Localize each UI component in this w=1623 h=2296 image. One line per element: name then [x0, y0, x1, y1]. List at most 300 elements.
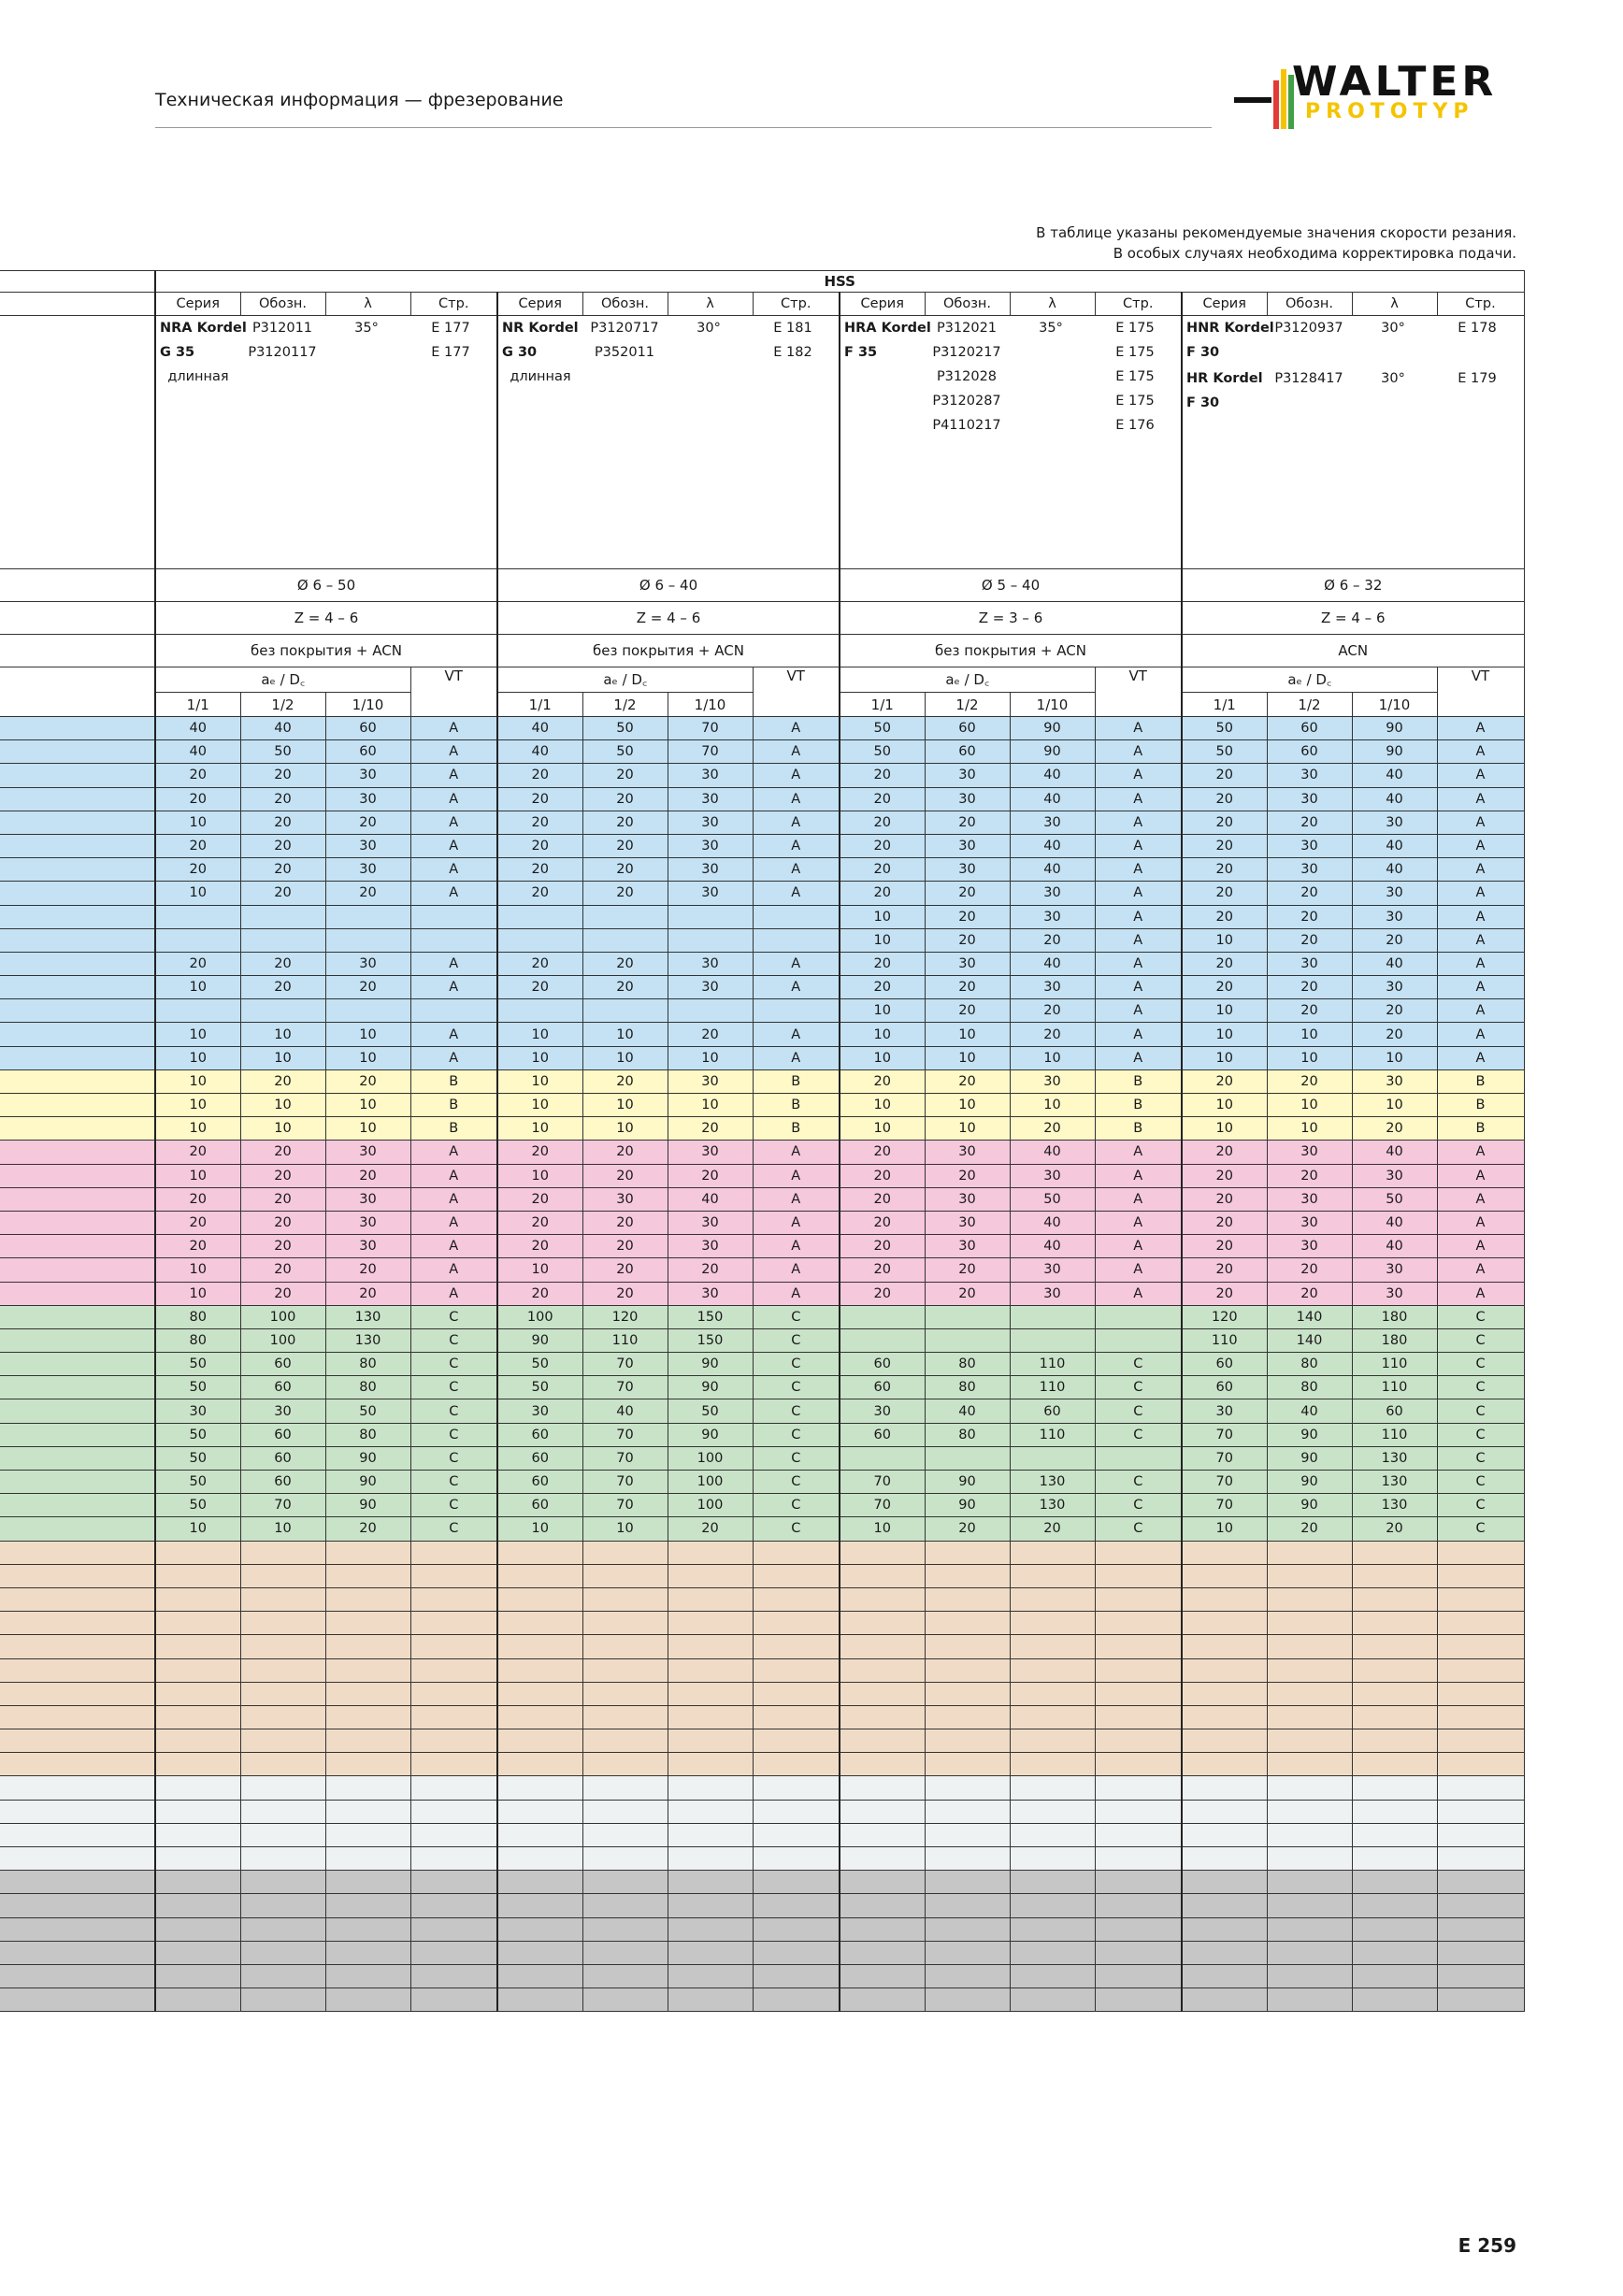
fraction-label: 1/10	[668, 693, 753, 717]
row-label-cell	[0, 1305, 155, 1328]
speed-value: 10	[1352, 1094, 1437, 1117]
speed-value: 20	[155, 1187, 240, 1211]
speed-value: 60	[325, 717, 410, 740]
vt-value	[753, 1564, 840, 1587]
speed-value: 30	[1352, 882, 1437, 905]
data-row	[0, 1988, 1524, 2012]
speed-value	[1010, 1894, 1095, 1917]
speed-value	[240, 1705, 325, 1729]
vt-value: A	[753, 740, 840, 764]
vt-value: A	[1437, 1211, 1524, 1234]
row-label-cell	[0, 1069, 155, 1093]
vt-value	[1437, 1964, 1524, 1987]
speed-value: 20	[1182, 952, 1267, 975]
vt-value	[753, 1612, 840, 1635]
speed-value	[1182, 1988, 1267, 2012]
speed-value	[155, 1682, 240, 1705]
speed-value: 20	[1352, 928, 1437, 952]
speed-value: 20	[1267, 928, 1352, 952]
fraction-label: 1/2	[925, 693, 1010, 717]
speed-value: 60	[497, 1423, 582, 1446]
speed-value	[497, 1658, 582, 1682]
vt-label: VT	[753, 667, 840, 717]
fraction-label: 1/1	[1182, 693, 1267, 717]
speed-value: 10	[1182, 1046, 1267, 1069]
speed-value: 50	[240, 740, 325, 764]
speed-value	[497, 1776, 582, 1800]
speed-value	[1267, 1587, 1352, 1611]
vt-value: A	[1095, 999, 1182, 1023]
row-label-cell	[0, 1164, 155, 1187]
vt-value: A	[1095, 834, 1182, 857]
speed-value: 70	[1182, 1471, 1267, 1494]
vt-value: B	[753, 1094, 840, 1117]
speed-value: 20	[1182, 905, 1267, 928]
speed-value: 50	[582, 717, 668, 740]
speed-value: 80	[325, 1376, 410, 1399]
speed-value	[925, 1564, 1010, 1587]
vt-value: A	[1437, 787, 1524, 811]
speed-value	[925, 1964, 1010, 1987]
speed-value	[582, 999, 668, 1023]
speed-value: 90	[325, 1446, 410, 1470]
speed-value: 90	[1267, 1446, 1352, 1470]
speed-value: 30	[1010, 1164, 1095, 1187]
z-value: Z = 4 – 6	[155, 602, 497, 635]
data-row	[0, 1800, 1524, 1823]
speed-value: 10	[925, 1094, 1010, 1117]
data-row	[0, 928, 1524, 952]
vt-value	[753, 1823, 840, 1846]
vt-label: VT	[410, 667, 497, 717]
column-header: λ	[325, 293, 410, 316]
speed-value	[840, 1564, 925, 1587]
speed-value: 30	[1010, 1069, 1095, 1093]
speed-value: 30	[1267, 858, 1352, 882]
speed-value: 20	[925, 1164, 1010, 1187]
speed-value: 20	[497, 976, 582, 999]
speed-value: 40	[1010, 1235, 1095, 1258]
vt-value: C	[410, 1446, 497, 1470]
vt-value: A	[1095, 764, 1182, 787]
speed-value	[925, 1847, 1010, 1871]
vt-value: A	[410, 1258, 497, 1282]
speed-value: 20	[1182, 1141, 1267, 1164]
speed-value: 20	[1352, 1517, 1437, 1541]
data-row	[0, 1682, 1524, 1705]
vt-value: A	[753, 858, 840, 882]
vt-value: C	[1095, 1517, 1182, 1541]
row-label-cell	[0, 1471, 155, 1494]
vt-value: A	[753, 976, 840, 999]
vt-value: A	[1437, 928, 1524, 952]
speed-value: 30	[925, 1187, 1010, 1211]
empty-cell	[1351, 391, 1435, 415]
speed-value: 20	[840, 1141, 925, 1164]
tool-code: P3120287	[932, 394, 1001, 409]
speed-value	[582, 1988, 668, 2012]
vt-value: A	[753, 1164, 840, 1187]
speed-value	[582, 928, 668, 952]
speed-value	[582, 1894, 668, 1917]
row-label-cell	[0, 1258, 155, 1282]
speed-value	[240, 1871, 325, 1894]
speed-value: 70	[582, 1494, 668, 1517]
speed-value: 70	[1182, 1423, 1267, 1446]
vt-value: A	[753, 1141, 840, 1164]
speed-value: 20	[582, 787, 668, 811]
vt-value	[753, 1988, 840, 2012]
logo-wordmark: WALTER	[1292, 58, 1498, 106]
speed-value	[325, 1823, 410, 1846]
data-row	[0, 1517, 1524, 1541]
speed-value	[840, 1328, 925, 1352]
speed-value	[155, 1823, 240, 1846]
vt-value: A	[753, 787, 840, 811]
speed-value	[668, 1635, 753, 1658]
speed-value	[1010, 1917, 1095, 1941]
speed-value: 20	[582, 1211, 668, 1234]
speed-value: 30	[325, 834, 410, 857]
empty-cell	[1267, 391, 1351, 415]
data-row	[0, 811, 1524, 834]
speed-value: 20	[582, 1258, 668, 1282]
speed-value: 30	[497, 1399, 582, 1423]
fraction-label: 1/10	[325, 693, 410, 717]
speed-value	[668, 1871, 753, 1894]
speed-value	[582, 1587, 668, 1611]
vt-value	[1095, 1917, 1182, 1941]
diameter-row	[0, 569, 1524, 602]
vt-value: A	[410, 976, 497, 999]
diameter-value: Ø 6 – 40	[497, 569, 840, 602]
speed-value: 90	[1267, 1494, 1352, 1517]
speed-value: 80	[1267, 1376, 1352, 1399]
speed-value: 20	[1182, 1235, 1267, 1258]
speed-value: 20	[155, 764, 240, 787]
data-row	[0, 740, 1524, 764]
speed-value: 20	[155, 1141, 240, 1164]
speed-value: 10	[840, 1517, 925, 1541]
helix-angle: 35°	[1039, 321, 1063, 336]
speed-value: 20	[925, 928, 1010, 952]
data-row	[0, 1258, 1524, 1282]
vt-value	[1437, 1871, 1524, 1894]
speed-value: 10	[497, 1117, 582, 1141]
speed-value: 90	[1352, 717, 1437, 740]
vt-value: A	[1095, 928, 1182, 952]
vt-value	[410, 1776, 497, 1800]
speed-value	[668, 1541, 753, 1564]
row-label-cell	[0, 667, 155, 717]
speed-value	[1182, 1705, 1267, 1729]
speed-value: 30	[1352, 976, 1437, 999]
vt-value	[1437, 1682, 1524, 1705]
row-label-cell	[0, 1517, 155, 1541]
speed-value: 110	[1352, 1376, 1437, 1399]
tool-code: P3120117	[248, 345, 317, 360]
helix-angle	[324, 340, 409, 365]
speed-value: 10	[1182, 1023, 1267, 1046]
speed-value: 40	[1010, 834, 1095, 857]
vt-value: C	[410, 1353, 497, 1376]
speed-value: 10	[1182, 1117, 1267, 1141]
speed-value: 20	[240, 882, 325, 905]
row-label-cell	[0, 1917, 155, 1941]
speed-value: 30	[1267, 1235, 1352, 1258]
speed-value: 60	[497, 1471, 582, 1494]
tool-group-grid	[1183, 316, 1524, 415]
row-label-cell	[0, 1776, 155, 1800]
vt-value	[1437, 1988, 1524, 2012]
vt-value: C	[1437, 1471, 1524, 1494]
cutting-speed-table	[0, 270, 1525, 2012]
speed-value: 10	[1010, 1046, 1095, 1069]
vt-value: B	[753, 1117, 840, 1141]
data-row	[0, 717, 1524, 740]
speed-value: 20	[240, 1211, 325, 1234]
speed-value: 20	[497, 1141, 582, 1164]
helix-angle: 35°	[354, 321, 379, 336]
speed-value	[1182, 1658, 1267, 1682]
vt-value	[753, 1705, 840, 1729]
speed-value	[1267, 1564, 1352, 1587]
speed-value	[325, 1964, 410, 1987]
speed-value: 20	[1352, 1117, 1437, 1141]
speed-value	[497, 1753, 582, 1776]
vt-value	[1095, 1541, 1182, 1564]
speed-value	[497, 928, 582, 952]
walter-prototyp-logo	[1234, 60, 1515, 135]
data-row	[0, 1612, 1524, 1635]
vt-value	[753, 928, 840, 952]
speed-value: 60	[240, 1353, 325, 1376]
speed-value: 20	[497, 787, 582, 811]
data-row	[0, 1541, 1524, 1564]
logo-dash	[1234, 97, 1271, 103]
speed-value: 180	[1352, 1328, 1437, 1352]
helix-angle: 30°	[697, 321, 721, 336]
speed-value	[1182, 1776, 1267, 1800]
speed-value: 70	[1182, 1494, 1267, 1517]
vt-value: A	[410, 764, 497, 787]
series-subtype: F 30	[1186, 395, 1220, 410]
row-label-cell	[0, 1353, 155, 1376]
speed-value: 40	[155, 717, 240, 740]
row-label-cell	[0, 882, 155, 905]
speed-value	[1010, 1658, 1095, 1682]
speed-value: 10	[1182, 999, 1267, 1023]
vt-value	[410, 1823, 497, 1846]
speed-value: 10	[1182, 1094, 1267, 1117]
speed-value: 30	[925, 952, 1010, 975]
speed-value: 40	[1352, 1235, 1437, 1258]
catalog-page: E 178	[1458, 321, 1497, 336]
vt-value	[1437, 1564, 1524, 1587]
speed-value	[925, 1917, 1010, 1941]
speed-value	[668, 1776, 753, 1800]
speed-value: 40	[1010, 1141, 1095, 1164]
speed-value: 20	[840, 1187, 925, 1211]
vt-value	[753, 905, 840, 928]
speed-value: 20	[582, 858, 668, 882]
speed-value: 20	[840, 858, 925, 882]
empty-cell	[409, 365, 493, 389]
series-name: HNR Kordel	[1186, 321, 1274, 336]
speed-value: 20	[582, 834, 668, 857]
speed-value: 30	[1010, 976, 1095, 999]
vt-value: C	[753, 1376, 840, 1399]
row-label-cell	[0, 1023, 155, 1046]
data-row	[0, 1564, 1524, 1587]
vt-value: A	[753, 882, 840, 905]
speed-value: 30	[925, 1211, 1010, 1234]
speed-value: 10	[325, 1117, 410, 1141]
speed-value: 90	[668, 1353, 753, 1376]
speed-value: 30	[668, 882, 753, 905]
series-name: HR Kordel	[1186, 371, 1263, 386]
speed-value	[840, 1988, 925, 2012]
speed-value: 20	[497, 764, 582, 787]
vt-value: C	[1437, 1446, 1524, 1470]
speed-value: 130	[325, 1328, 410, 1352]
vt-value: C	[753, 1328, 840, 1352]
speed-value: 20	[155, 787, 240, 811]
row-label-cell	[0, 1705, 155, 1729]
speed-value: 20	[325, 882, 410, 905]
series-name: NR Kordel	[502, 321, 579, 336]
data-row	[0, 1141, 1524, 1164]
page-number: E 259	[1458, 2234, 1516, 2257]
speed-value: 60	[840, 1376, 925, 1399]
vt-value	[410, 928, 497, 952]
vt-value: C	[1437, 1376, 1524, 1399]
speed-value: 20	[582, 811, 668, 834]
speed-value: 10	[325, 1046, 410, 1069]
speed-value: 20	[325, 1258, 410, 1282]
speed-value	[1182, 1729, 1267, 1753]
speed-value: 20	[1182, 1164, 1267, 1187]
speed-value: 20	[1010, 999, 1095, 1023]
vt-value: C	[410, 1494, 497, 1517]
speed-value: 20	[1182, 882, 1267, 905]
speed-value: 40	[1352, 1211, 1437, 1234]
row-label-cell	[0, 952, 155, 975]
speed-value: 120	[582, 1305, 668, 1328]
speed-value: 20	[668, 1517, 753, 1541]
row-label-cell	[0, 1376, 155, 1399]
data-row	[0, 1494, 1524, 1517]
speed-value: 40	[1010, 787, 1095, 811]
speed-value	[840, 1635, 925, 1658]
speed-value: 30	[1182, 1399, 1267, 1423]
speed-value	[497, 1800, 582, 1823]
speed-value	[925, 1729, 1010, 1753]
speed-value: 70	[582, 1376, 668, 1399]
speed-value: 30	[325, 1211, 410, 1234]
tool-info-row	[0, 316, 1524, 569]
speed-value: 10	[497, 1258, 582, 1282]
speed-value: 100	[668, 1494, 753, 1517]
speed-value	[840, 1941, 925, 1964]
speed-value	[155, 1964, 240, 1987]
speed-value: 10	[497, 1517, 582, 1541]
row-label-cell	[0, 1988, 155, 2012]
speed-value	[240, 1753, 325, 1776]
speed-value: 10	[582, 1517, 668, 1541]
speed-value	[582, 1941, 668, 1964]
speed-value: 20	[840, 1235, 925, 1258]
speed-value: 40	[668, 1187, 753, 1211]
catalog-page: E 175	[1115, 369, 1155, 384]
speed-value: 60	[497, 1446, 582, 1470]
speed-value	[155, 1941, 240, 1964]
speed-value	[155, 1894, 240, 1917]
speed-value: 60	[240, 1471, 325, 1494]
speed-value: 20	[840, 976, 925, 999]
vt-value	[410, 999, 497, 1023]
speed-value: 140	[1267, 1305, 1352, 1328]
speed-value	[925, 1823, 1010, 1846]
empty-cell	[240, 365, 324, 389]
hss-label: HSS	[155, 271, 1524, 293]
column-header: Стр.	[1095, 293, 1182, 316]
speed-value: 30	[1267, 1211, 1352, 1234]
speed-value: 100	[668, 1471, 753, 1494]
vt-value	[753, 1964, 840, 1987]
speed-value	[925, 1328, 1010, 1352]
series-subtype: G 30	[502, 345, 538, 360]
speed-value: 10	[668, 1094, 753, 1117]
logo-subtitle: PROTOTYP	[1305, 100, 1474, 123]
speed-value	[497, 1635, 582, 1658]
column-header: λ	[1352, 293, 1437, 316]
vt-value: A	[410, 1023, 497, 1046]
helix-angle	[1009, 340, 1093, 365]
speed-value: 10	[497, 1094, 582, 1117]
data-row	[0, 1353, 1524, 1376]
speed-value	[325, 1941, 410, 1964]
column-header: λ	[668, 293, 753, 316]
tool-code: P312011	[251, 321, 313, 336]
speed-value	[497, 905, 582, 928]
speed-value	[840, 1753, 925, 1776]
speed-value	[1182, 1800, 1267, 1823]
speed-value	[1010, 1776, 1095, 1800]
speed-value	[1267, 1823, 1352, 1846]
speed-value: 60	[925, 717, 1010, 740]
speed-value	[668, 1729, 753, 1753]
speed-value	[582, 1541, 668, 1564]
speed-value: 20	[840, 1211, 925, 1234]
vt-value: A	[1437, 976, 1524, 999]
speed-value: 20	[1267, 905, 1352, 928]
helix-angle: 30°	[1381, 371, 1405, 386]
column-header: Обозн.	[240, 293, 325, 316]
speed-value: 20	[240, 976, 325, 999]
row-label-cell	[0, 811, 155, 834]
data-row	[0, 1753, 1524, 1776]
speed-value: 10	[1182, 1517, 1267, 1541]
speed-value	[155, 928, 240, 952]
speed-value: 30	[925, 858, 1010, 882]
speed-value	[668, 1587, 753, 1611]
speed-value	[1352, 1541, 1437, 1564]
speed-value: 90	[1010, 740, 1095, 764]
row-label-cell	[0, 834, 155, 857]
data-row	[0, 858, 1524, 882]
vt-value: A	[1437, 1235, 1524, 1258]
